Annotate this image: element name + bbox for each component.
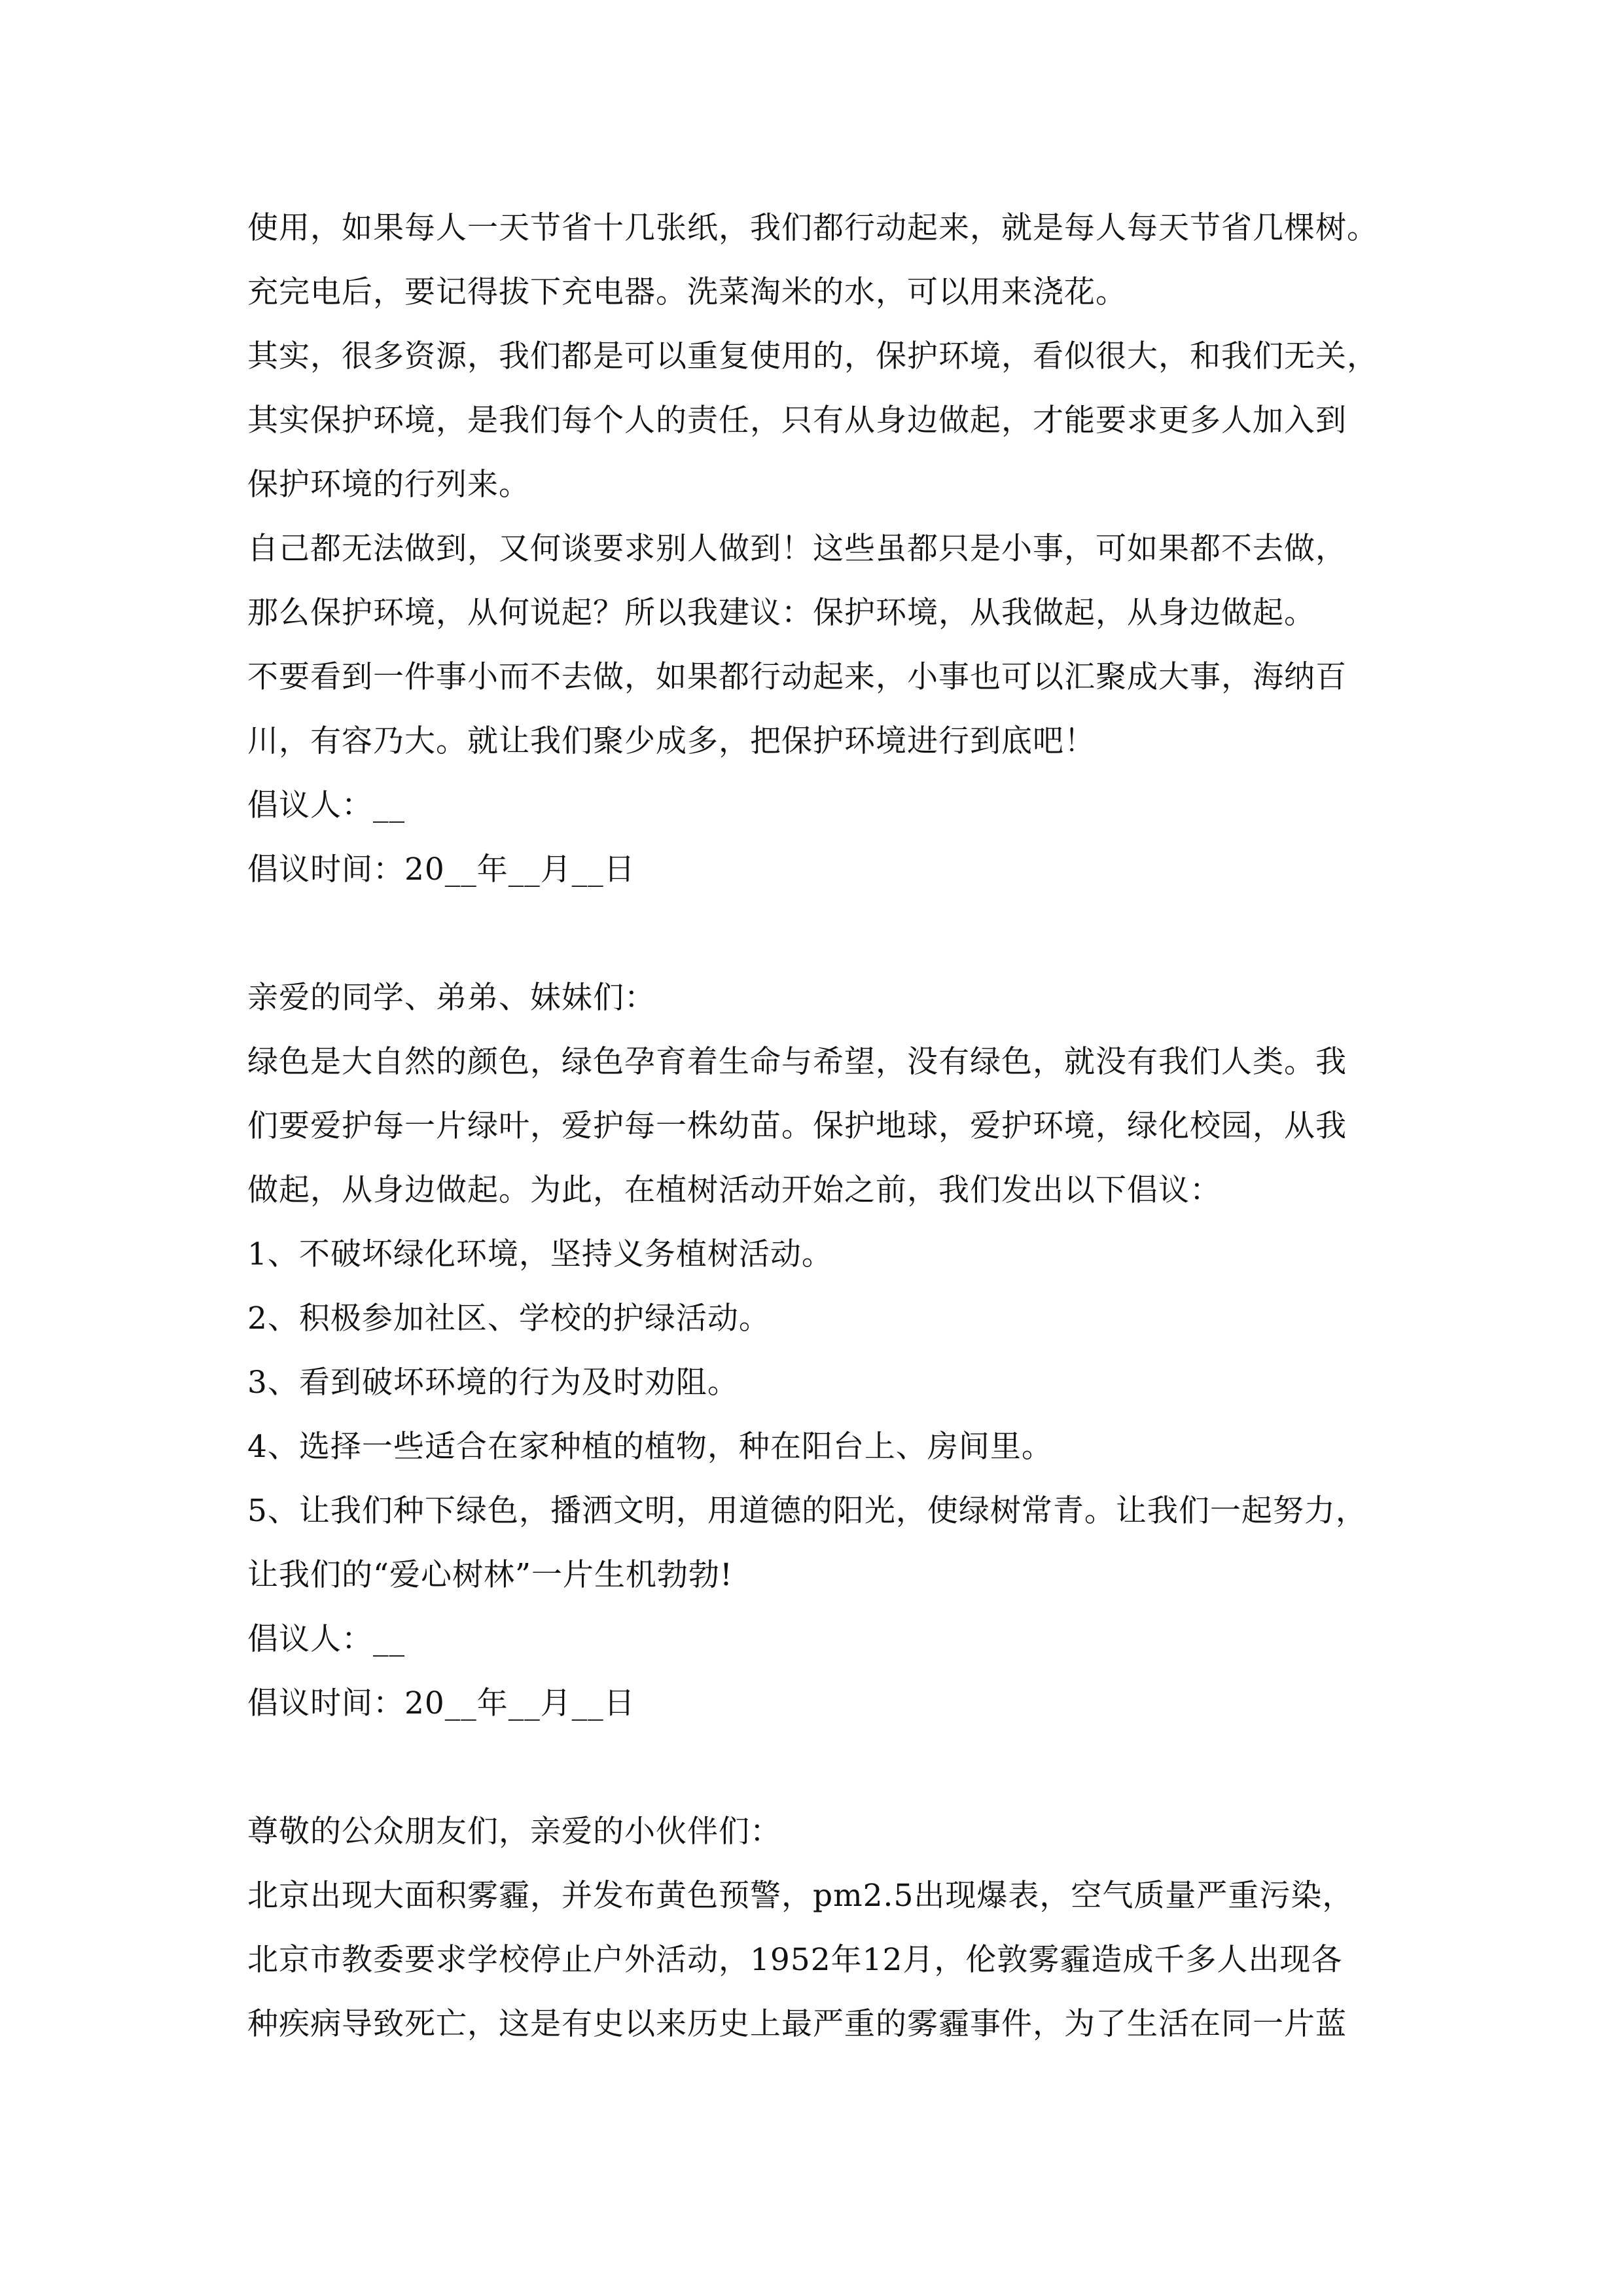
- list-item: 5、让我们种下绿色，播洒文明，用道德的阳光，使绿树常青。让我们一起努力，: [247, 1493, 1367, 1529]
- paragraph-line: 不要看到一件事小而不去做，如果都行动起来，小事也可以汇聚成大事，海纳百: [247, 659, 1347, 695]
- paragraph-line: 北京出现大面积雾霾，并发布黄色预警，pm2.5出现爆表，空气质量严重污染，: [247, 1878, 1354, 1914]
- paragraph-line: 保护环境的行列来。: [247, 467, 530, 503]
- section-2: [247, 966, 1438, 1736]
- salutation-line: 亲爱的同学、弟弟、妹妹们：: [247, 980, 656, 1016]
- paragraph-line: 那么保护环境，从何说起？所以我建议：保护环境，从我做起，从身边做起。: [247, 595, 1315, 631]
- proposer-line: 倡议人：__: [247, 1621, 405, 1657]
- section-3: [247, 1800, 1438, 2056]
- paragraph-line: 们要爱护每一片绿叶，爱护每一株幼苗。保护地球，爱护环境，绿化校园，从我: [247, 1108, 1347, 1144]
- paragraph-line: 北京市教委要求学校停止户外活动，1952年12月，伦敦雾霾造成千多人出现各: [247, 1942, 1343, 1978]
- paragraph-line: 种疾病导致死亡，这是有史以来历史上最严重的雾霾事件，为了生活在同一片蓝: [247, 2006, 1347, 2042]
- paragraph-line: 川，有容乃大。就让我们聚少成多，把保护环境进行到底吧！: [247, 723, 1096, 759]
- paragraph-line: 其实，很多资源，我们都是可以重复使用的，保护环境，看似很大，和我们无关，: [247, 338, 1378, 374]
- section-gap: [247, 1736, 1438, 1800]
- list-item: 3、看到破坏环境的行为及时劝阻。: [247, 1365, 739, 1401]
- list-item: 1、不破坏绿化环境，坚持义务植树活动。: [247, 1236, 833, 1272]
- paragraph-line: 绿色是大自然的颜色，绿色孕育着生命与希望，没有绿色，就没有我们人类。我: [247, 1044, 1347, 1080]
- salutation-line: 尊敬的公众朋友们，亲爱的小伙伴们：: [247, 1814, 781, 1850]
- paragraph-line: 其实保护环境，是我们每个人的责任，只有从身边做起，才能要求更多人加入到: [247, 403, 1347, 439]
- document-body: [247, 196, 1438, 2056]
- list-item: 4、选择一些适合在家种植的植物，种在阳台上、房间里。: [247, 1429, 1053, 1465]
- proposal-date-line: 倡议时间：20__年__月__日: [247, 1685, 635, 1721]
- section-1: [247, 196, 1438, 902]
- list-item: 2、积极参加社区、学校的护绿活动。: [247, 1300, 770, 1336]
- section-gap: [247, 902, 1438, 966]
- proposer-line: 倡议人：__: [247, 787, 405, 823]
- paragraph-line: 充完电后，要记得拔下充电器。洗菜淘米的水，可以用来浇花。: [247, 274, 1127, 310]
- paragraph-line: 使用，如果每人一天节省十几张纸，我们都行动起来，就是每人每天节省几棵树。: [247, 210, 1378, 246]
- proposal-date-line: 倡议时间：20__年__月__日: [247, 852, 635, 888]
- paragraph-line: 让我们的“爱心树林”一片生机勃勃!: [247, 1557, 733, 1593]
- paragraph-line: 做起，从身边做起。为此，在植树活动开始之前，我们发出以下倡议：: [247, 1172, 1221, 1208]
- paragraph-line: 自己都无法做到，又何谈要求别人做到！这些虽都只是小事，可如果都不去做，: [247, 531, 1347, 567]
